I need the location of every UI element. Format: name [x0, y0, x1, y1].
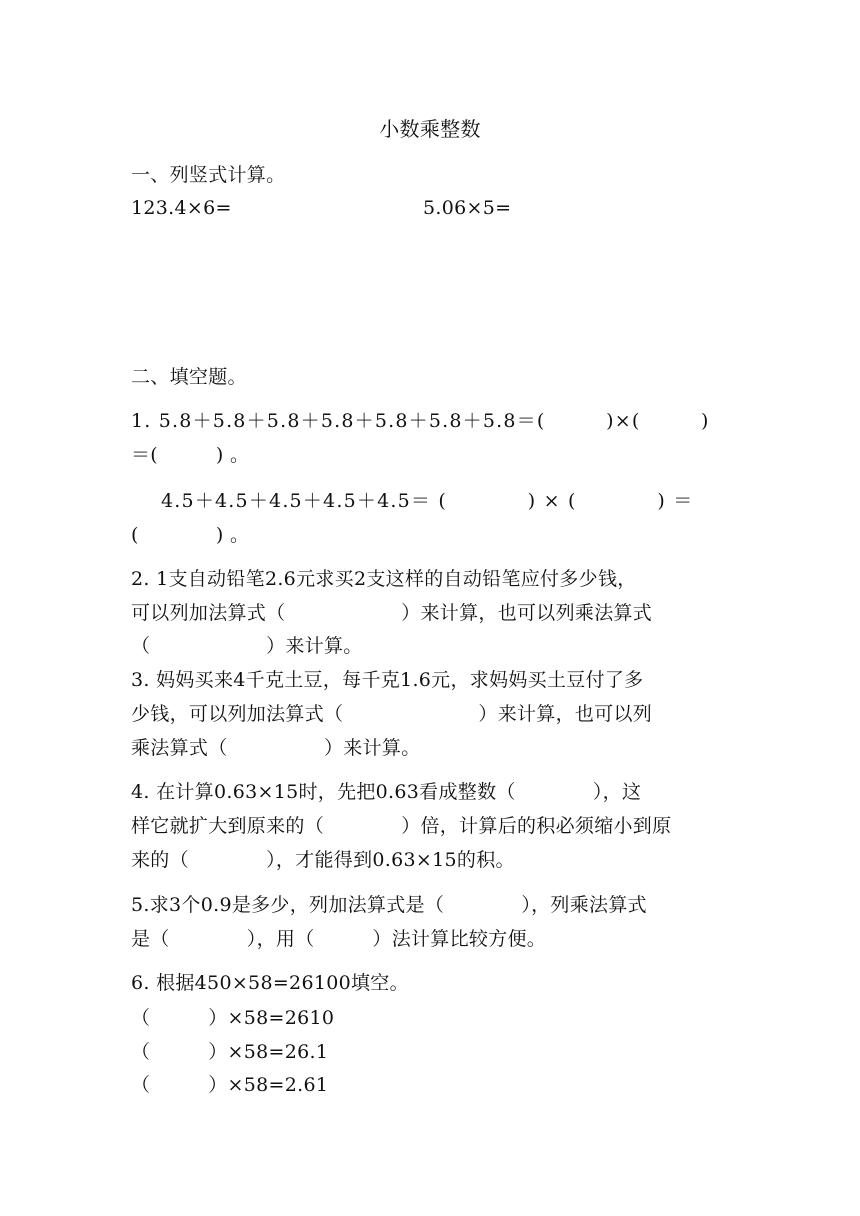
- section1-heading: 一、列竖式计算。: [131, 164, 286, 186]
- problem-a: 123.4×6=: [131, 197, 232, 219]
- section2-heading: 二、填空题。: [131, 366, 247, 388]
- q6-line2: （ ）×58=2610: [131, 1007, 335, 1029]
- q4-line3: 来的（ ），才能得到0.63×15的积。: [131, 849, 515, 871]
- problem-b: 5.06×5=: [423, 197, 512, 219]
- q5-line1: 5.求3个0.9是多少，列加法算式是（ ），列乘法算式: [131, 894, 647, 916]
- q3-line3: 乘法算式（ ）来计算。: [131, 737, 421, 759]
- q3-line1: 3. 妈妈买来4千克土豆，每千克1.6元，求妈妈买土豆付了多: [131, 669, 644, 691]
- q1-line3: 4.5＋4.5＋4.5＋4.5＋4.5＝ ( ) × ( ) ＝: [161, 490, 694, 512]
- q6-line1: 6. 根据450×58=26100填空。: [131, 972, 409, 994]
- q5-line2: 是（ ），用（ ）法计算比较方便。: [131, 928, 547, 950]
- q6-line3: （ ）×58=26.1: [131, 1041, 329, 1063]
- q1-line4: ( ) 。: [131, 524, 250, 546]
- q3-line2: 少钱，可以列加法算式（ ）来计算，也可以列: [131, 703, 653, 725]
- q4-line1: 4. 在计算0.63×15时，先把0.63看成整数（ ），这: [131, 781, 642, 803]
- q2-line2: 可以列加法算式（ ）来计算，也可以列乘法算式: [131, 602, 653, 624]
- page-title: 小数乘整数: [379, 117, 481, 141]
- q2-line3: （ ）来计算。: [131, 635, 363, 657]
- q1-line1: 1. 5.8＋5.8＋5.8＋5.8＋5.8＋5.8＋5.8＝( )×( ): [131, 410, 710, 432]
- q1-line2: ＝( ) 。: [131, 444, 250, 466]
- q4-line2: 样它就扩大到原来的（ ）倍，计算后的积必须缩小到原: [131, 815, 672, 837]
- q2-line1: 2. 1支自动铅笔2.6元求买2支这样的自动铅笔应付多少钱，: [131, 568, 637, 590]
- q6-line4: （ ）×58=2.61: [131, 1074, 329, 1096]
